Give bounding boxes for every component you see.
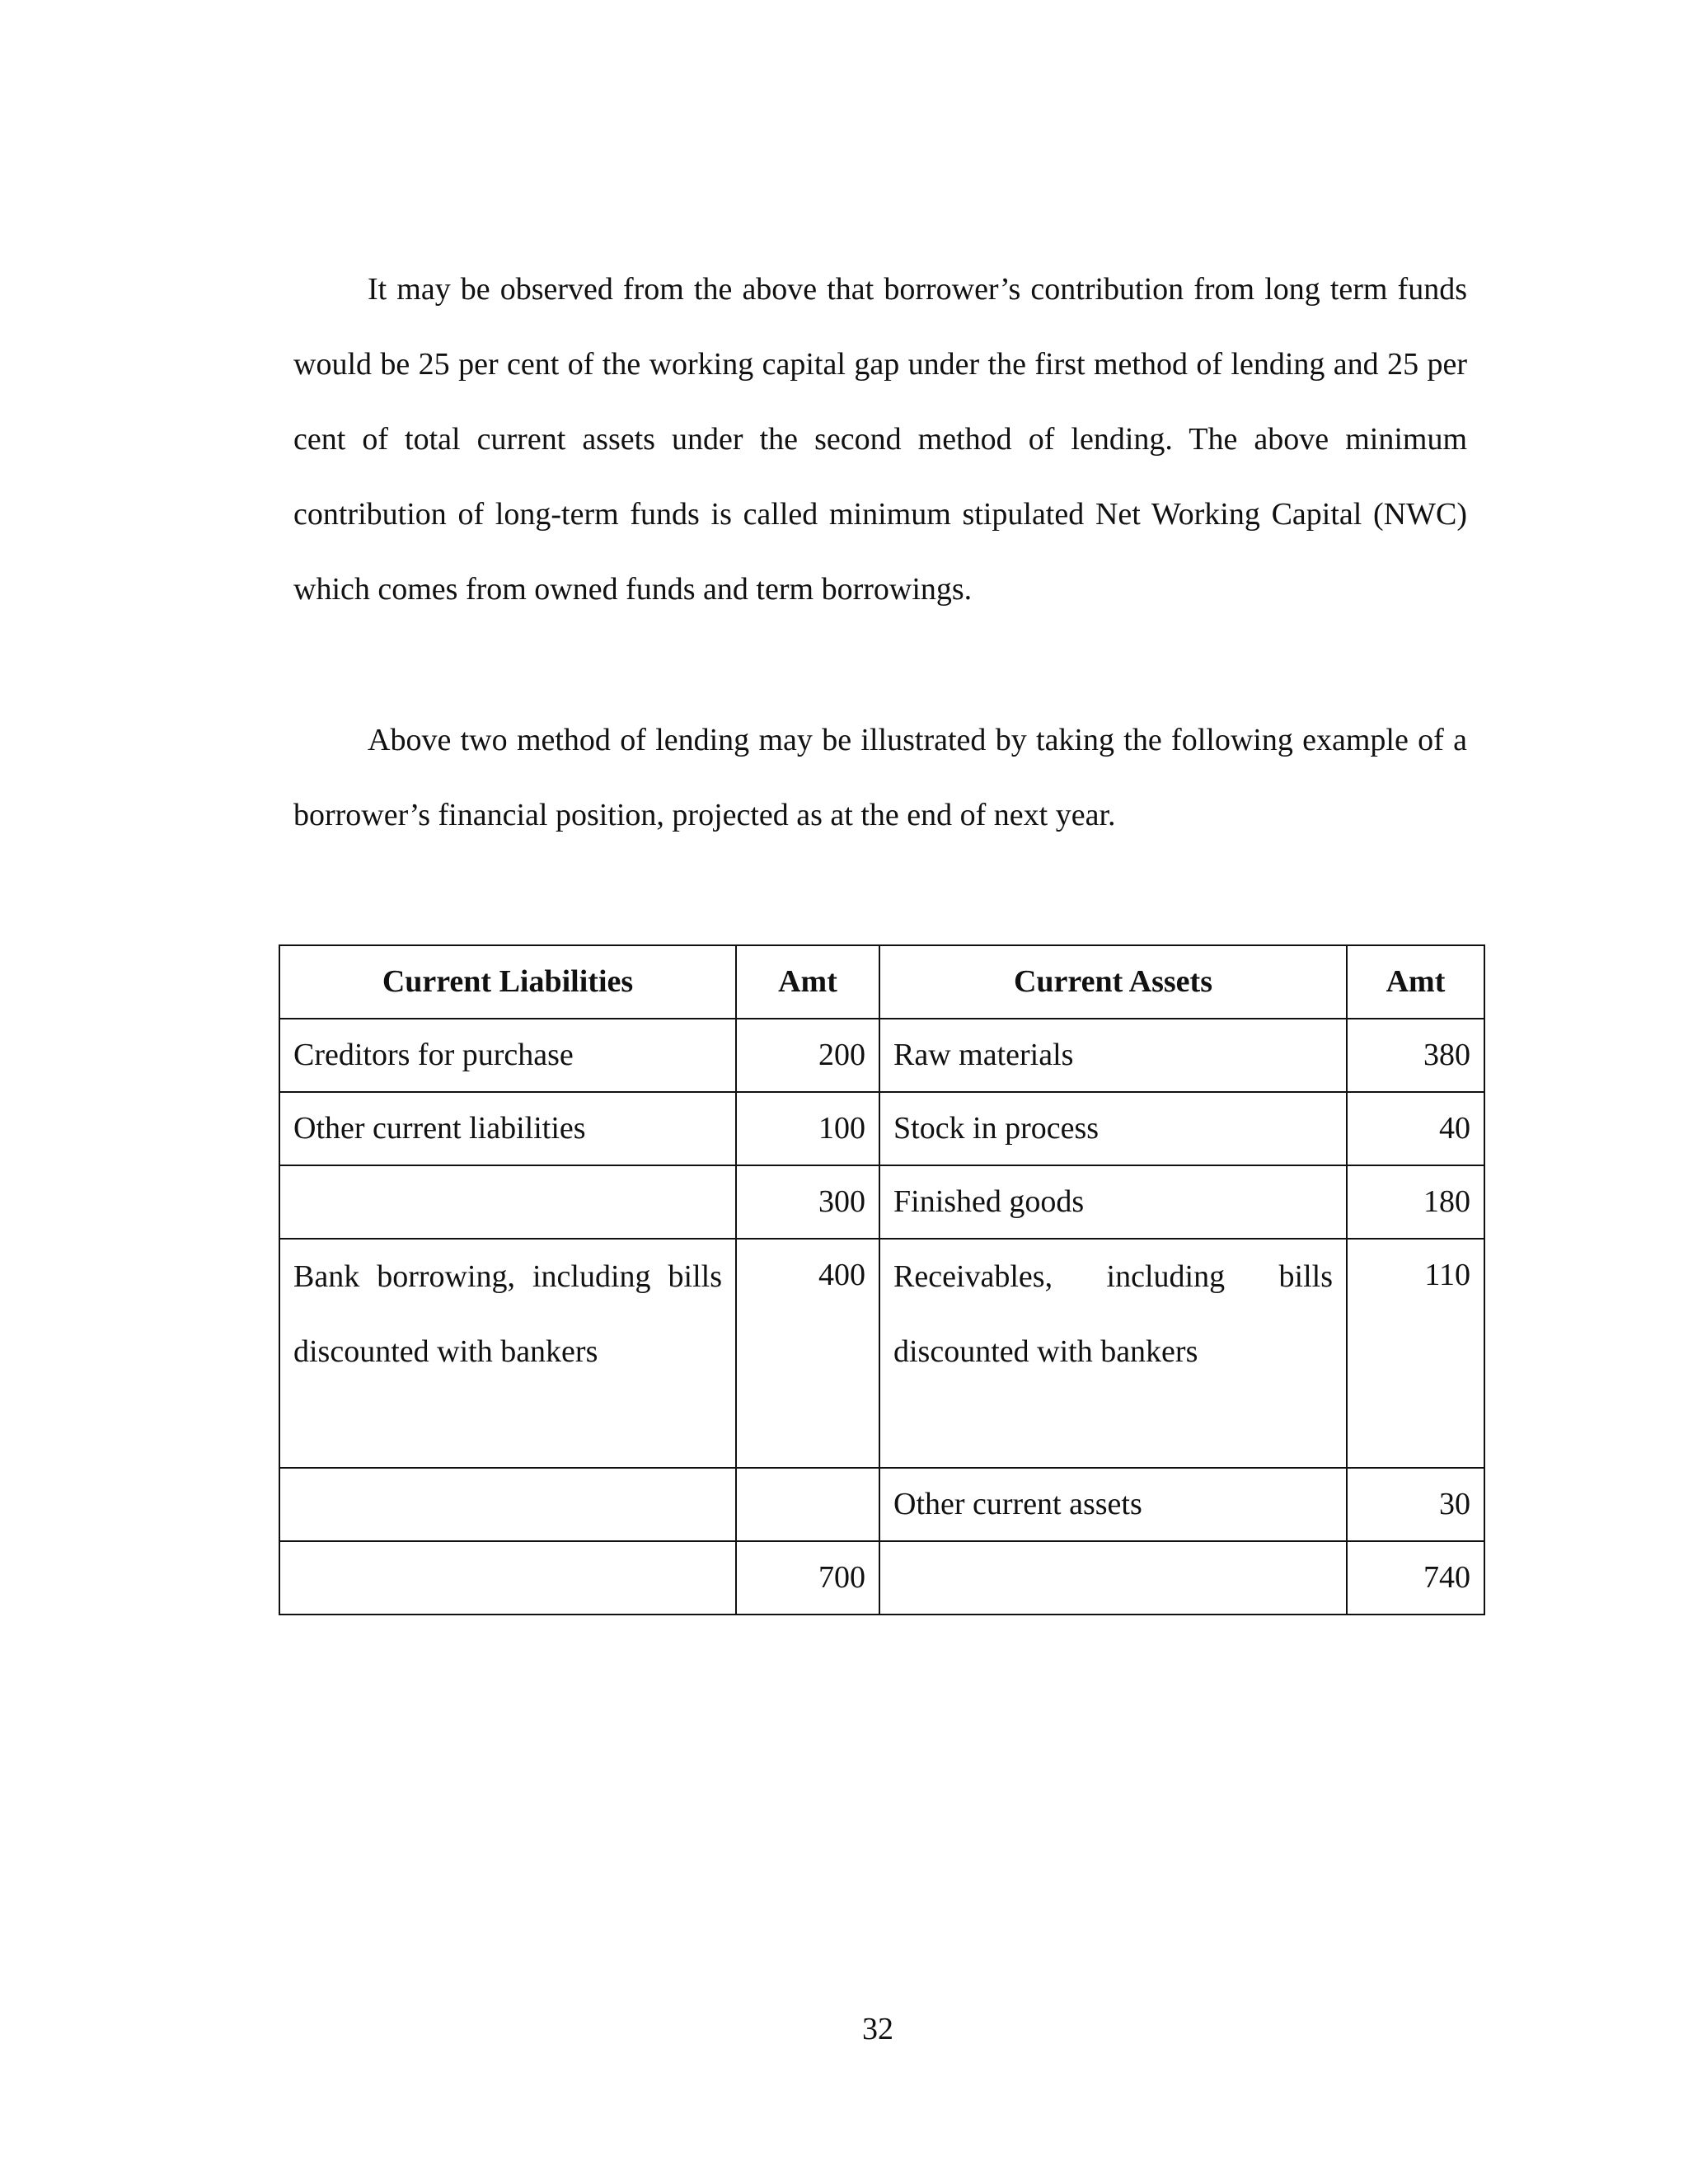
header-amount: Amt [1347, 945, 1484, 1019]
financial-position-table [279, 944, 1485, 1615]
asset-cell [879, 1541, 1347, 1615]
body-paragraph: Above two method of lending may be illustrated by taking the following example of a borrower’s financial position, projected as at the end of next year. [293, 723, 1467, 832]
amount-cell: 400 [736, 1239, 879, 1468]
asset-cell: Raw materials [879, 1019, 1347, 1092]
table-total-row [279, 1541, 1484, 1615]
amount-cell: 200 [736, 1019, 879, 1092]
amount-cell: 180 [1347, 1165, 1484, 1239]
table-header-row [279, 945, 1484, 1019]
page-number: 32 [862, 2012, 893, 2046]
amount-cell: 110 [1347, 1239, 1484, 1468]
total-liabilities-amount: 700 [736, 1541, 879, 1615]
liability-cell: Bank borrowing, including bills discounted with bankers [279, 1239, 736, 1468]
amount-cell: 40 [1347, 1092, 1484, 1165]
liability-cell: Other current liabilities [279, 1092, 736, 1165]
body-paragraph: It may be observed from the above that borrower’s contribution from long term funds would be 25 per cent of the working capital gap under the first method of lending and 25 per cent of total current assets under the second method of lending. The above minimum contribution of long-term funds is called minimum stipulated Net Working Capital (NWC) which comes from owned funds and term borrowings. [293, 272, 1467, 607]
asset-cell: Stock in process [879, 1092, 1347, 1165]
table-row [279, 1092, 1484, 1165]
liability-cell [279, 1165, 736, 1239]
liability-cell: Creditors for purchase [279, 1019, 736, 1092]
amount-cell: 30 [1347, 1468, 1484, 1541]
header-amount: Amt [736, 945, 879, 1019]
liability-cell [279, 1541, 736, 1615]
header-current-assets: Current Assets [879, 945, 1347, 1019]
asset-cell: Finished goods [879, 1165, 1347, 1239]
header-current-liabilities: Current Liabilities [279, 945, 736, 1019]
total-assets-amount: 740 [1347, 1541, 1484, 1615]
amount-cell: 380 [1347, 1019, 1484, 1092]
amount-cell: 100 [736, 1092, 879, 1165]
liability-cell [279, 1468, 736, 1541]
table-row [279, 1019, 1484, 1092]
amount-cell: 300 [736, 1165, 879, 1239]
table-row [279, 1468, 1484, 1541]
amount-cell [736, 1468, 879, 1541]
table-row [279, 1239, 1484, 1468]
asset-cell: Receivables, including bills discounted with bankers [879, 1239, 1347, 1468]
table-row [279, 1165, 1484, 1239]
asset-cell: Other current assets [879, 1468, 1347, 1541]
